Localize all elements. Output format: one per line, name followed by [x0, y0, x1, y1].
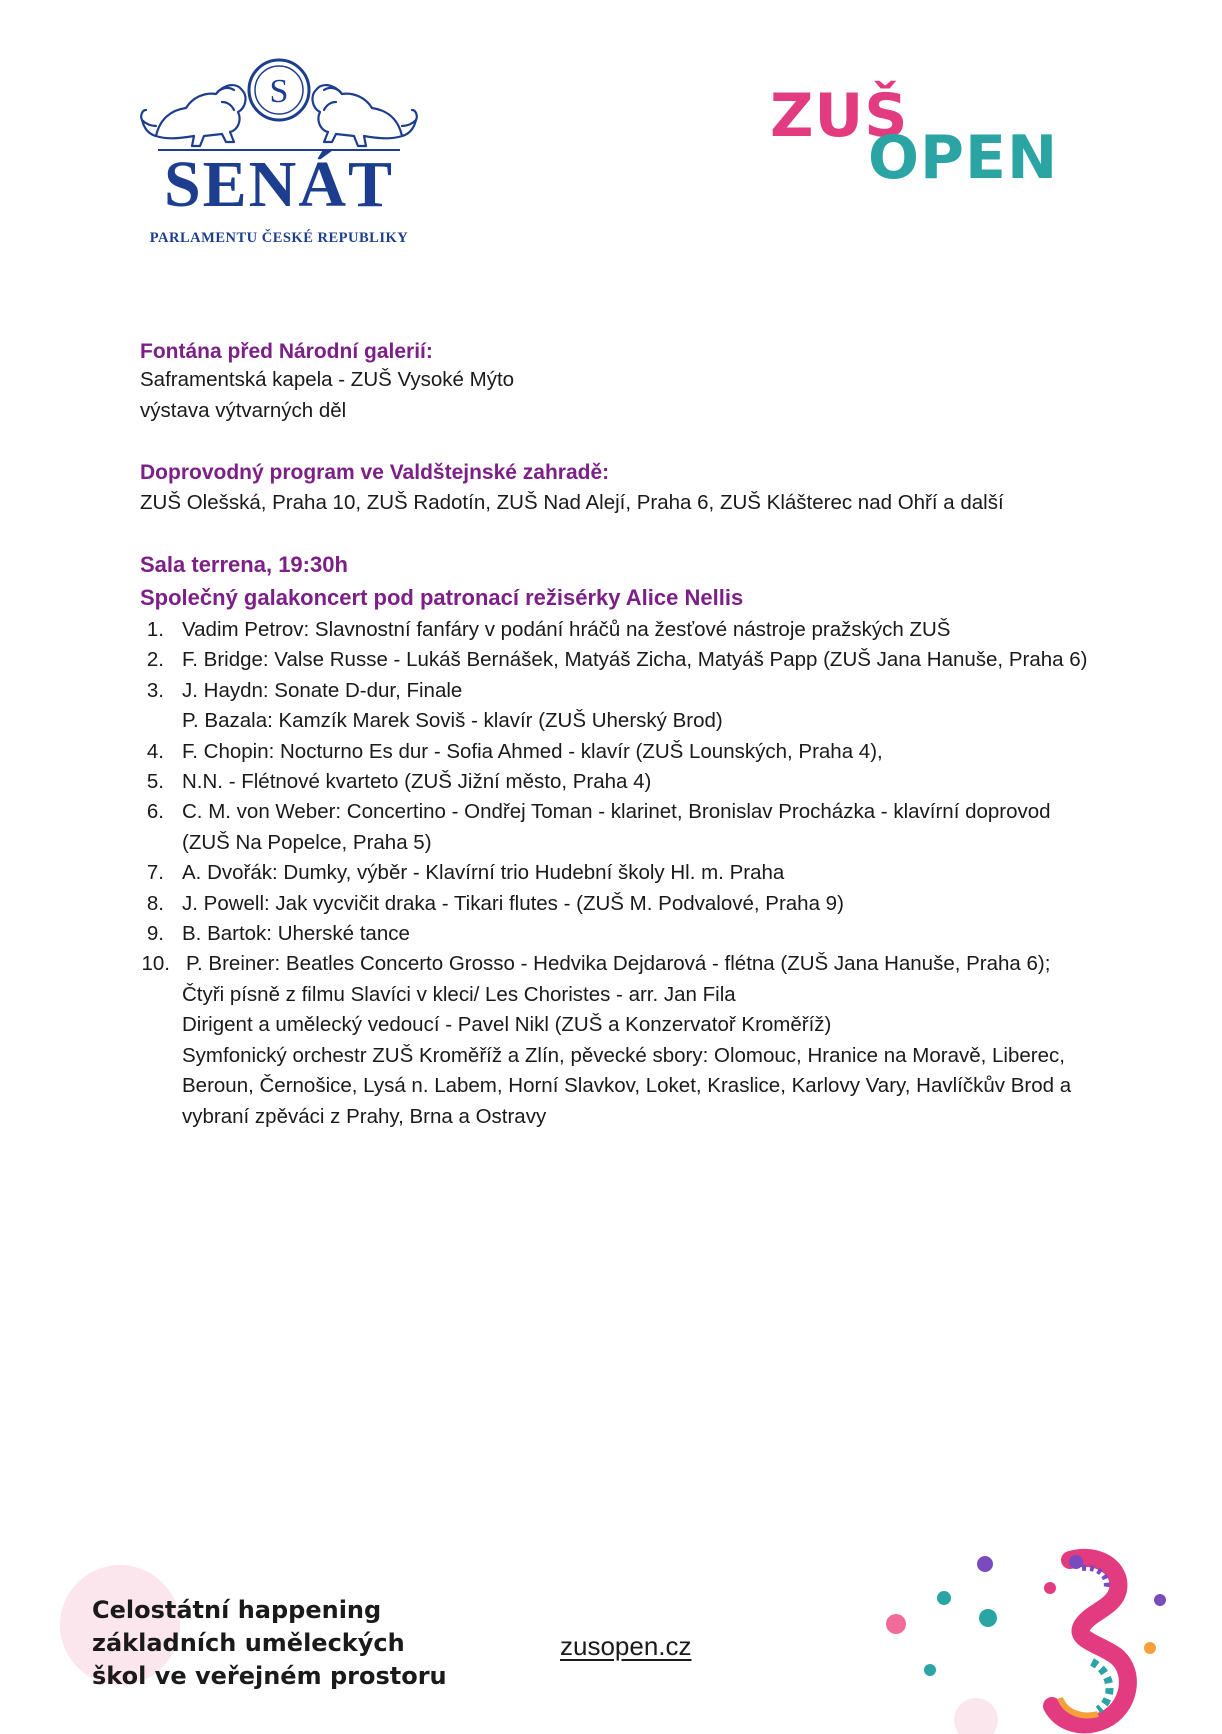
list-item-text: (ZUŠ Na Popelce, Praha 5): [182, 830, 432, 854]
list-item: [140, 676, 1100, 737]
list-item-text: F. Chopin: Nocturno Es dur - Sofia Ahmed - klavír (ZUŠ Lounských, Praha 4),: [182, 739, 883, 763]
section-title-valdstejnska: Doprovodný program ve Valdštejnské zahradě:: [140, 461, 610, 484]
senat-lions-emblem-icon: [138, 58, 420, 158]
list-item: [140, 919, 1100, 949]
list-item: [140, 737, 1100, 767]
section-line: Saframentská kapela - ZUŠ Vysoké Mýto: [140, 368, 515, 391]
list-item-text: J. Powell: Jak vycvičit draka - Tikari flutes - (ZUŠ M. Podvalové, Praha 9): [182, 891, 844, 915]
footer-slogan: [92, 1594, 447, 1693]
list-item-text: C. M. von Weber: Concertino - Ondřej Toman - klarinet, Bronislav Procházka - klavírní doprovod: [182, 800, 1051, 824]
list-item-number: 9.: [146, 922, 164, 946]
zusopen-logo: [770, 81, 1070, 196]
list-item: [140, 767, 1100, 797]
section-line: ZUŠ Olešská, Praha 10, ZUŠ Radotín, ZUŠ Nad Alejí, Praha 6, ZUŠ Klášterec nad Ohří a další: [140, 491, 1004, 514]
section-title-fontana: Fontána před Národní galerií:: [140, 340, 433, 363]
senat-logo-subtitle: PARLAMENTU ČESKÉ REPUBLIKY: [149, 230, 409, 246]
list-item: [140, 645, 1100, 675]
list-item: [140, 797, 1100, 858]
list-item-text: N.N. - Flétnové kvarteto (ZUŠ Jižní město, Praha 4): [182, 770, 652, 794]
list-item-text: P. Breiner: Beatles Concerto Grosso - Hedvika Dejdarová - flétna (ZUŠ Jana Hanuše, Praha 6);: [186, 952, 1051, 976]
section-subtitle-galakoncert: Společný galakoncert pod patronací režisérky Alice Nellis: [140, 585, 744, 610]
list-item-number: 4.: [146, 739, 164, 763]
list-item-number: 1.: [146, 618, 164, 641]
program-list: [140, 615, 1100, 1132]
list-item: [140, 615, 1100, 645]
list-item-text: F. Bridge: Valse Russe - Lukáš Bernášek, Matyáš Zicha, Matyáš Papp (ZUŠ Jana Hanuše, Praha 6): [182, 648, 1088, 672]
list-item-number: 7.: [146, 861, 164, 885]
list-item: [140, 889, 1100, 919]
footer-website-link[interactable]: zusopen.cz: [560, 1631, 692, 1661]
senat-logo-word: SENÁT: [163, 148, 395, 221]
list-item-number: 3.: [146, 678, 164, 702]
list-item-text: Čtyři písně z filmu Slavíci v kleci/ Les Choristes - arr. Jan Fila: [182, 982, 736, 1006]
list-item-text: Symfonický orchestr ZUŠ Kroměříž a Zlín, pěvecké sbory: Olomouc, Hranice na Moravě, Liberec,: [182, 1043, 1065, 1067]
zusopen-logo-word-open: OPEN: [868, 123, 1059, 193]
list-item-number: 10.: [141, 952, 170, 976]
list-item-text: B. Bartok: Uherské tance: [182, 922, 410, 946]
list-item-text: Dirigent a umělecký vedoucí - Pavel Nikl (ZUŠ a Konzervatoř Kroměříž): [182, 1013, 832, 1037]
list-item-number: 2.: [146, 648, 164, 672]
list-item-text: Beroun, Černošice, Lysá n. Labem, Horní Slavkov, Loket, Kraslice, Karlovy Vary, Havlíčkův Brod a: [182, 1074, 1072, 1098]
footer-slogan-line: Celostátní happening: [92, 1596, 382, 1624]
list-item: [140, 949, 1100, 1131]
list-item-number: 6.: [146, 800, 164, 824]
zusopen-logo-word-zus: ZUŠ: [770, 81, 909, 151]
list-item-number: 8.: [146, 891, 164, 915]
list-item-text: vybraní zpěváci z Prahy, Brna a Ostravy: [182, 1104, 547, 1128]
list-item: [140, 858, 1100, 888]
section-title-sala-terrena: Sala terrena, 19:30h: [140, 552, 348, 577]
footer-zus-s-graphic-icon: [860, 1538, 1180, 1734]
section-line: výstava výtvarných děl: [140, 399, 347, 422]
list-item-text: Vadim Petrov: Slavnostní fanfáry v podání hráčů na žesťové nástroje pražských ZUŠ: [182, 618, 951, 641]
list-item-number: 5.: [146, 770, 164, 794]
list-item-text: J. Haydn: Sonate D-dur, Finale: [182, 678, 463, 702]
senat-logo: [138, 58, 420, 248]
list-item-text: P. Bazala: Kamzík Marek Soviš - klavír (ZUŠ Uherský Brod): [182, 709, 723, 733]
footer-slogan-line: škol ve veřejném prostoru: [92, 1662, 447, 1690]
footer-slogan-line: základních uměleckých: [92, 1629, 405, 1657]
list-item-text: A. Dvořák: Dumky, výběr - Klavírní trio Hudební školy Hl. m. Praha: [182, 861, 785, 885]
svg-text:S: S: [269, 73, 289, 110]
